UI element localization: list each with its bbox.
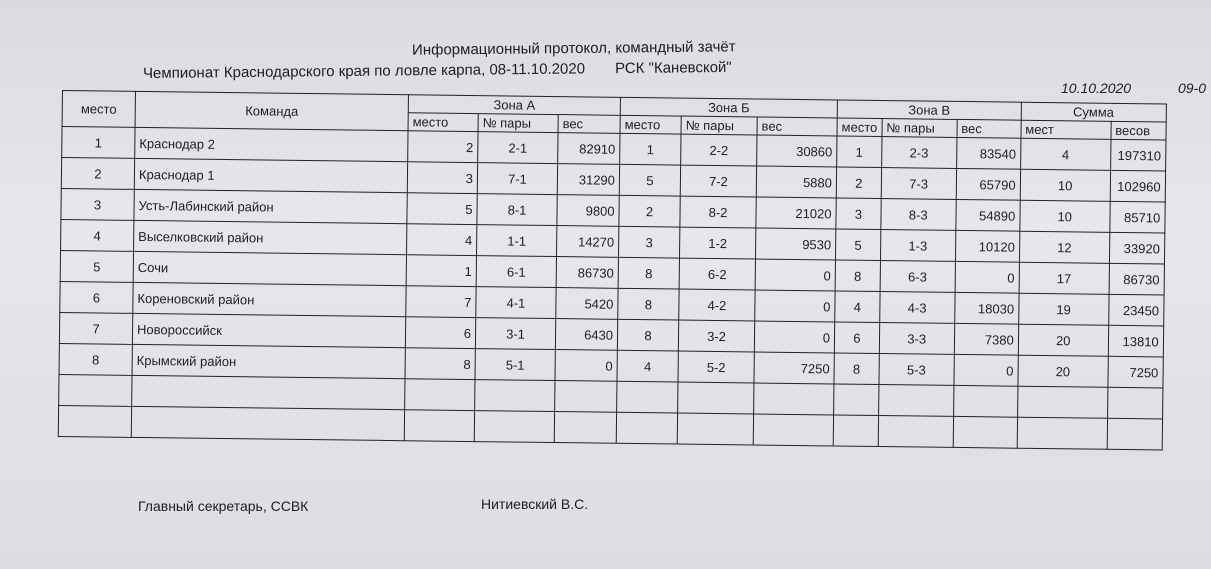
cell-zone-v-weight: 10120 [955,230,1019,262]
empty-cell [878,415,953,447]
empty-cell [617,381,678,413]
championship-title [143,59,732,82]
subheader-b-pair: № пары [681,116,757,135]
cell-zone-b-place: 5 [619,164,680,196]
cell-zone-a-pair: 7-1 [477,163,557,195]
cell-zone-v-place: 8 [834,353,879,385]
empty-cell [1017,386,1107,418]
secretary-name: Нитиевский В.С. [481,496,589,512]
cell-team: Кореновский район [133,282,406,316]
cell-place: 1 [62,127,135,159]
cell-zone-v-pair: 6-3 [880,261,955,293]
subheader-sum-places: мест [1021,120,1111,139]
protocol-date: 10.10.2020 [1061,80,1132,96]
header-sum: Сумма [1021,102,1166,122]
cell-zone-b-place: 8 [618,257,679,289]
cell-zone-a-pair: 5-1 [475,349,555,381]
header-zone-a: Зона А [408,95,620,116]
cell-zone-a-weight: 9800 [557,195,619,227]
cell-zone-b-pair: 8-2 [680,196,756,228]
cell-zone-a-weight: 14270 [557,226,619,258]
cell-zone-b-place: 8 [617,319,678,351]
cell-zone-a-pair: 6-1 [476,256,556,288]
subheader-b-weight: вес [757,117,837,136]
cell-zone-b-place: 2 [619,195,680,227]
cell-sum-weights: 85710 [1110,201,1165,233]
cell-zone-a-place: 5 [407,193,477,225]
cell-team: Новороссийск [132,313,405,347]
cell-place: 2 [61,158,134,190]
subheader-a-place: место [408,113,478,132]
results-table [58,90,1167,450]
empty-cell [132,375,405,409]
cell-sum-places: 12 [1019,231,1109,263]
empty-cell [474,411,554,443]
cell-zone-v-pair: 8-3 [881,199,956,231]
cell-zone-v-weight: 65790 [956,168,1020,200]
championship-name: Чемпионат Краснодарского края по ловле карпа, 08-11.10.2020 [142,60,586,83]
venue-name: РСК "Каневской" [614,58,732,78]
cell-zone-a-place: 2 [408,131,478,163]
empty-cell [1017,417,1107,449]
cell-team: Крымский район [132,344,405,378]
cell-place: 8 [59,343,132,375]
cell-zone-v-weight: 0 [954,354,1018,386]
cell-zone-b-weight: 5880 [756,166,836,198]
cell-zone-a-weight: 5420 [556,288,618,320]
cell-zone-a-place: 1 [406,255,476,287]
subheader-v-weight: вес [957,119,1021,138]
cell-zone-b-pair: 4-2 [679,289,755,321]
cell-team: Краснодар 2 [135,127,408,161]
cell-sum-places: 19 [1018,293,1108,325]
cell-team: Усть-Лабинский район [134,189,407,223]
cell-zone-v-weight: 0 [955,261,1019,293]
header-zone-v: Зона В [837,100,1021,120]
cell-zone-v-weight: 18030 [954,292,1018,324]
cell-sum-places: 20 [1018,324,1108,356]
cell-place: 3 [61,188,134,220]
cell-zone-v-pair: 1-3 [880,230,955,262]
empty-cell [677,413,753,445]
cell-zone-v-weight: 83540 [956,137,1020,169]
empty-cell [554,412,616,444]
cell-zone-v-place: 6 [834,322,879,354]
cell-zone-a-pair: 4-1 [476,287,556,319]
empty-cell [878,384,953,416]
cell-sum-places: 10 [1020,200,1110,232]
cell-zone-a-place: 8 [405,348,475,380]
cell-place: 7 [59,312,132,344]
empty-cell [475,380,555,412]
cell-zone-b-place: 3 [618,226,679,258]
header-team: Команда [135,91,408,130]
cell-sum-places: 20 [1018,355,1108,387]
cell-zone-a-weight: 6430 [555,319,617,351]
protocol-time: 09-0 [1178,80,1207,96]
cell-zone-b-weight: 9530 [755,228,835,260]
empty-cell [58,405,131,437]
cell-zone-v-place: 4 [835,291,880,323]
cell-zone-v-pair: 5-3 [879,354,954,386]
empty-cell [678,382,754,414]
protocol-title: Информационный протокол, командный зачёт [411,38,736,59]
cell-zone-a-place: 6 [405,317,475,349]
cell-zone-a-pair: 1-1 [477,225,557,257]
empty-cell [953,416,1017,448]
cell-zone-b-pair: 5-2 [678,351,754,383]
cell-zone-b-weight: 30860 [757,135,837,167]
cell-zone-v-place: 8 [835,260,880,292]
cell-zone-v-weight: 54890 [956,199,1020,231]
empty-cell [754,383,834,415]
cell-zone-a-place: 3 [407,162,477,194]
cell-sum-weights: 197310 [1110,139,1165,171]
cell-zone-a-weight: 86730 [556,257,618,289]
cell-sum-places: 10 [1020,169,1110,201]
empty-cell [555,381,617,413]
cell-zone-b-pair: 7-2 [680,165,756,197]
cell-zone-b-place: 4 [617,350,678,382]
cell-sum-weights: 33920 [1109,232,1164,264]
cell-zone-a-pair: 8-1 [477,194,557,226]
cell-zone-v-place: 3 [836,198,881,230]
cell-zone-v-place: 5 [835,229,880,261]
cell-zone-a-weight: 0 [555,350,617,382]
cell-zone-v-pair: 4-3 [879,292,954,324]
subheader-sum-weights: весов [1111,121,1166,140]
cell-zone-v-pair: 3-3 [879,323,954,355]
header-place: место [62,91,135,128]
cell-zone-a-place: 4 [407,224,477,256]
empty-cell [59,374,132,406]
cell-zone-a-place: 7 [406,286,476,318]
cell-sum-weights: 7250 [1108,356,1163,388]
empty-cell [1107,418,1162,450]
subheader-a-weight: вес [558,115,620,134]
cell-zone-b-place: 8 [618,288,679,320]
cell-zone-b-pair: 6-2 [679,258,755,290]
cell-sum-weights: 86730 [1109,263,1164,295]
empty-cell [1107,387,1162,419]
empty-cell [753,414,833,446]
empty-cell [834,384,879,416]
cell-zone-b-pair: 3-2 [678,320,754,352]
cell-zone-b-weight: 0 [755,290,835,322]
subheader-b-place: место [620,115,681,134]
cell-zone-v-place: 1 [837,136,882,168]
results-body [58,127,1165,450]
cell-zone-a-weight: 31290 [557,164,619,196]
cell-sum-places: 17 [1019,262,1109,294]
cell-zone-b-place: 1 [620,133,681,165]
cell-sum-weights: 102960 [1110,170,1165,202]
cell-sum-weights: 23450 [1108,294,1163,326]
cell-sum-places: 4 [1020,138,1110,170]
cell-zone-b-pair: 1-2 [679,227,755,259]
cell-zone-v-pair: 7-3 [881,168,956,200]
cell-place: 6 [60,281,133,313]
subheader-v-pair: № пары [882,119,957,138]
cell-zone-v-place: 2 [836,167,881,199]
cell-zone-b-weight: 7250 [754,352,834,384]
cell-team: Выселковский район [134,220,407,254]
cell-sum-weights: 13810 [1108,325,1163,357]
header-zone-b: Зона Б [620,97,837,118]
empty-cell [953,385,1017,417]
cell-team: Краснодар 1 [134,158,407,192]
empty-cell [833,415,878,447]
cell-team: Сочи [133,251,406,285]
cell-place: 4 [61,219,134,251]
empty-cell [405,379,475,411]
subheader-a-pair: № пары [478,114,558,133]
cell-zone-a-weight: 82910 [558,133,620,165]
empty-cell [131,406,404,440]
cell-zone-b-weight: 0 [755,259,835,291]
cell-zone-v-pair: 2-3 [881,137,956,169]
cell-zone-b-pair: 2-2 [681,134,757,166]
cell-place: 5 [60,250,133,282]
results-table-wrapper [58,90,1167,450]
empty-cell [616,412,677,444]
subheader-v-place: место [837,118,882,137]
cell-zone-b-weight: 21020 [756,197,836,229]
cell-zone-b-weight: 0 [754,321,834,353]
secretary-role: Главный секретарь, ССВК [138,498,309,514]
cell-zone-a-pair: 2-1 [478,132,558,164]
cell-zone-a-pair: 3-1 [475,318,555,350]
cell-zone-v-weight: 7380 [954,323,1018,355]
empty-cell [404,410,474,442]
